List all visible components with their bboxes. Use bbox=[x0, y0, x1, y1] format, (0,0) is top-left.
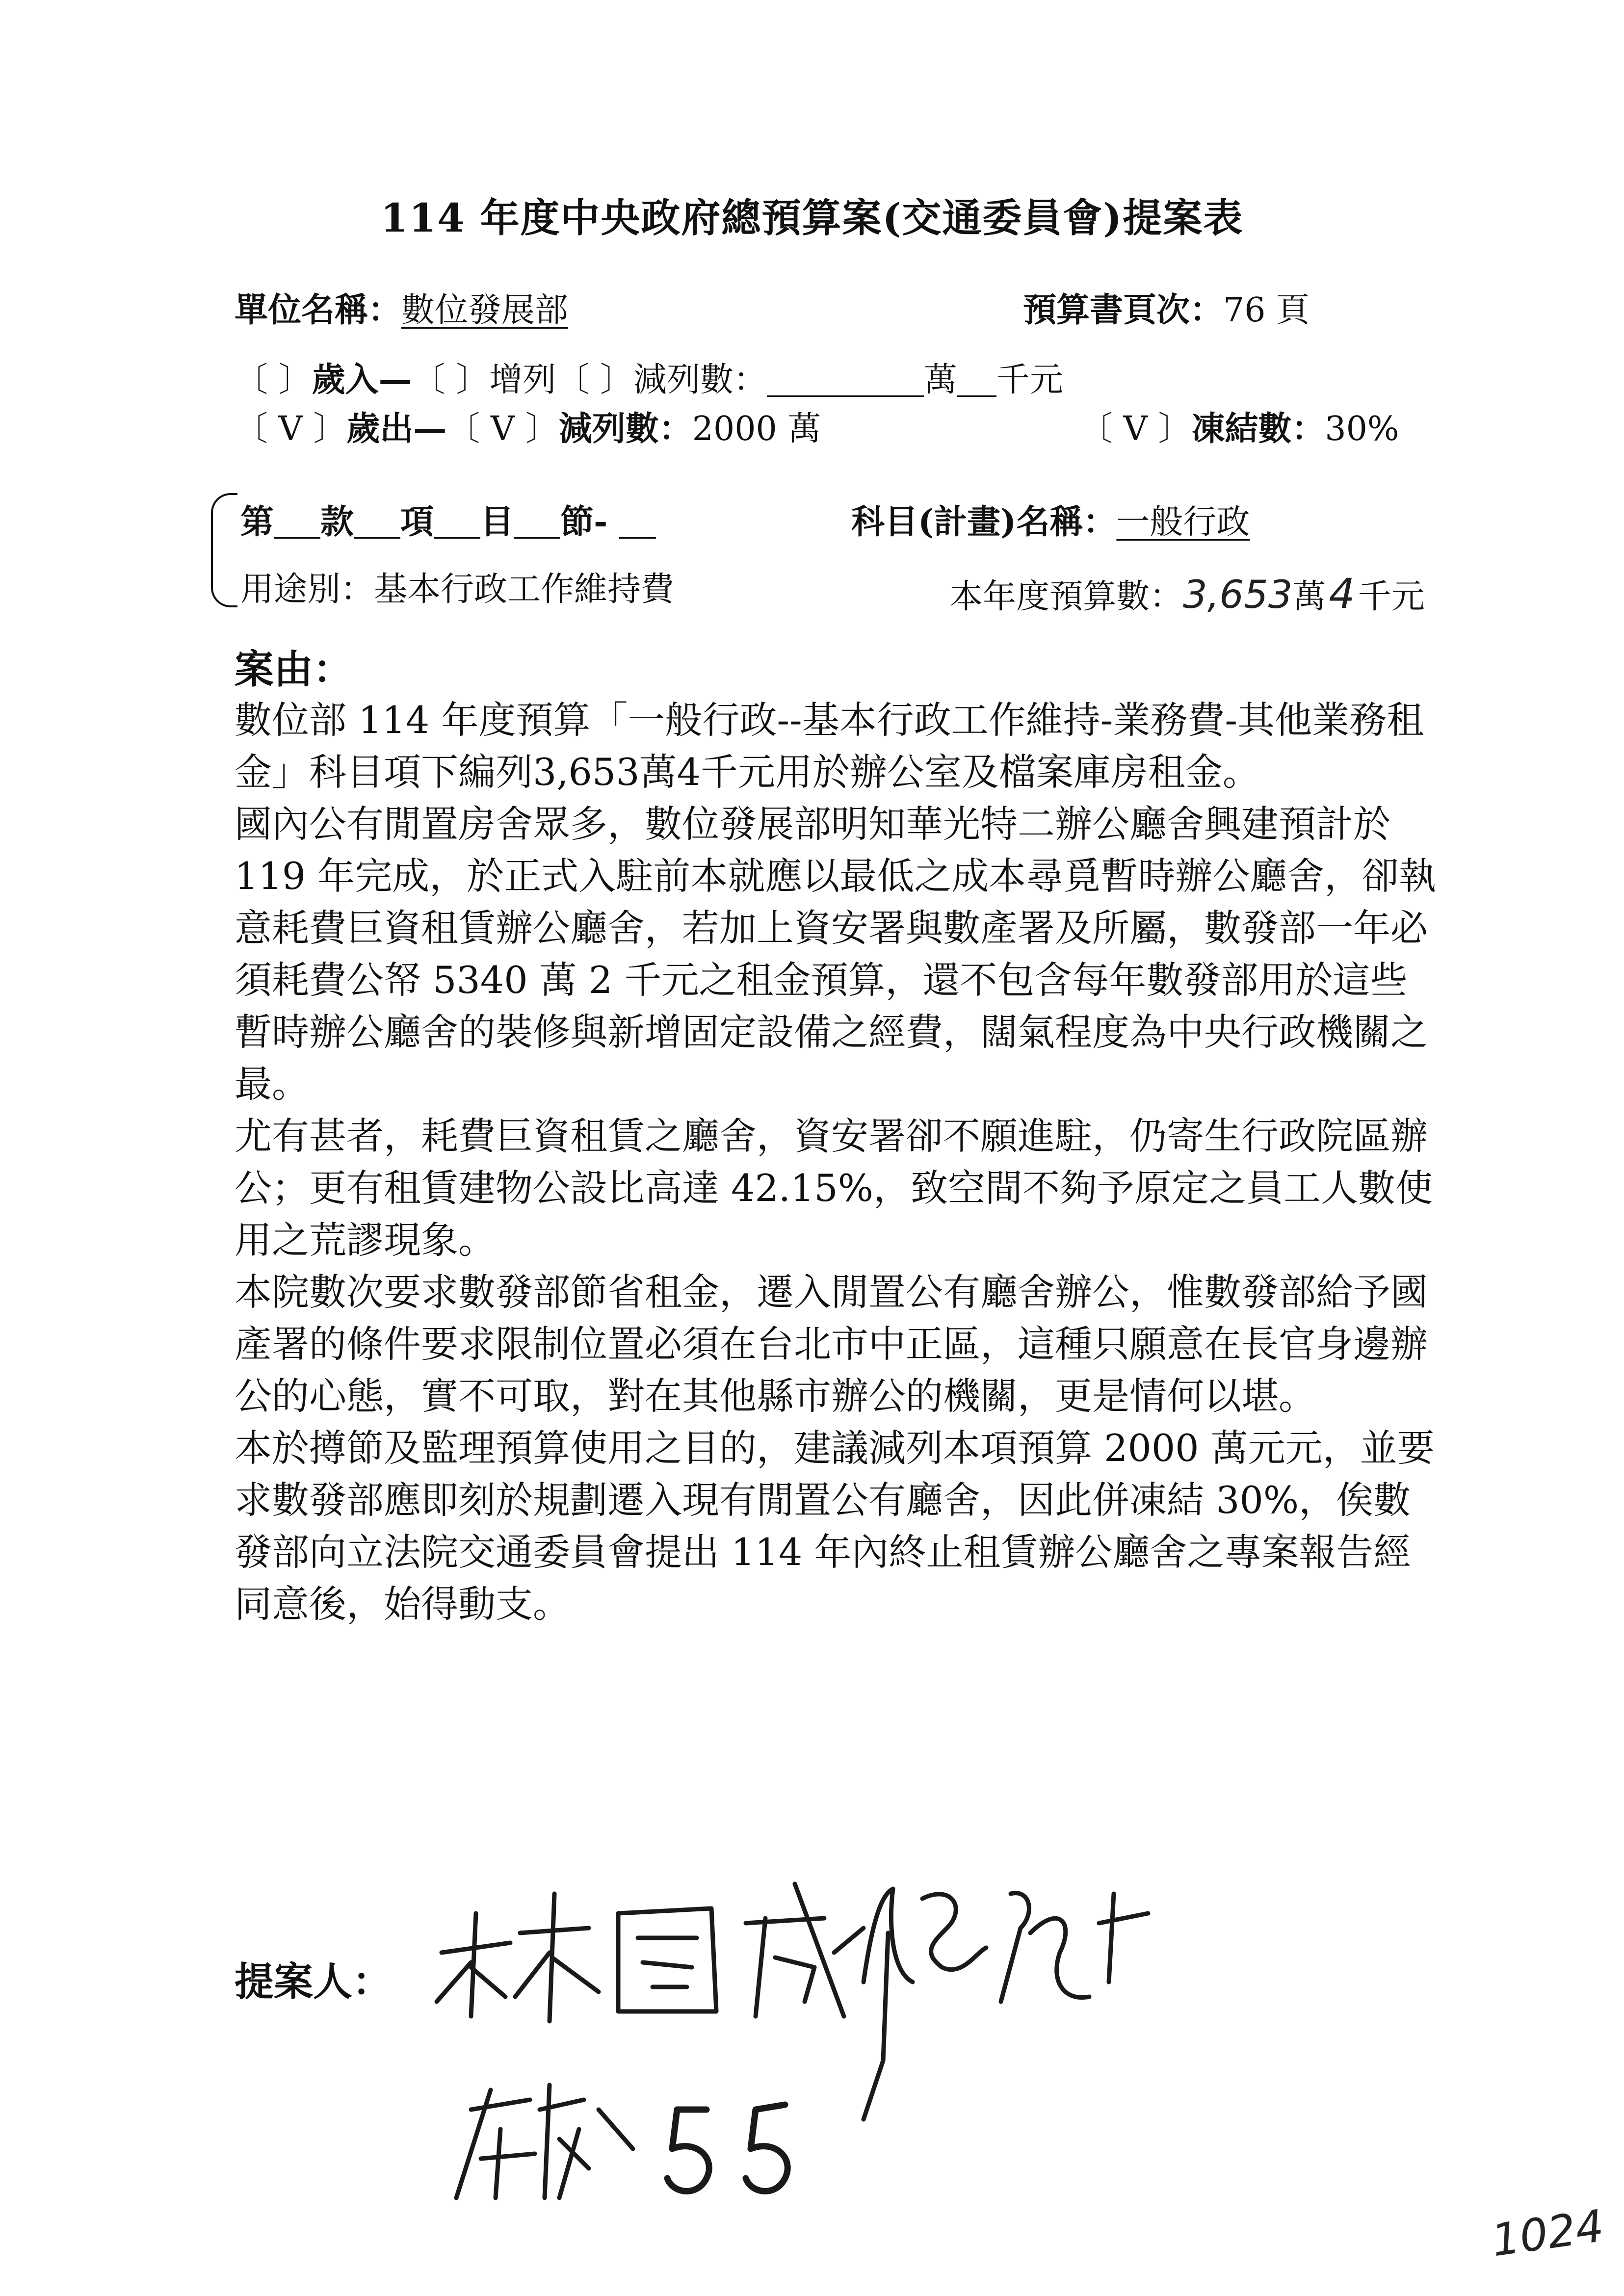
wan-text: 萬 bbox=[923, 361, 957, 399]
page-number: 1024 bbox=[1488, 2200, 1607, 2267]
sig-stroke-11 bbox=[746, 2105, 787, 2191]
paragraph-3: 尤有甚者，耗費巨資租賃之廳舍，資安署卻不願進駐，仍寄生行政院區辦公；更有租賃建物公設比高達 42.15%，致空間不夠予原定之員工人數使用之荒謬現象。 bbox=[235, 1114, 1433, 1262]
cut-check: 〔 V 〕 bbox=[446, 410, 559, 448]
sig-stroke-6 bbox=[922, 1894, 986, 1970]
revenue-label: 歲入— bbox=[312, 360, 412, 399]
budget-row bbox=[949, 570, 1425, 618]
proposer-label: 提案人： bbox=[235, 1958, 392, 2005]
decrease-text: 減列數： bbox=[633, 361, 767, 399]
decrease-bracket: 〔 〕 bbox=[556, 361, 633, 399]
paragraph-1: 數位部 114 年度預算「一般行政--基本行政工作維持-業務費-其他業務租金」科目項下編列3,653萬4千元用於辦公室及檔案庫房租金。 bbox=[235, 698, 1424, 794]
budget-wan-handwritten: 3,653 bbox=[1183, 573, 1293, 617]
blank-jie bbox=[619, 508, 656, 539]
di-text: 第 bbox=[240, 502, 274, 542]
sig-stroke-4 bbox=[746, 1884, 864, 2016]
cut-value: 2000 萬 bbox=[692, 410, 821, 448]
subject-value: 一般行政 bbox=[1116, 503, 1250, 542]
cut-label: 減列數： bbox=[558, 409, 692, 448]
unit-value: 數位發展部 bbox=[401, 291, 569, 330]
reason-body bbox=[235, 694, 1441, 1630]
sig-stroke-9 bbox=[456, 2085, 633, 2198]
page-ref-value: 76 頁 bbox=[1223, 291, 1310, 330]
increase-text: 增列 bbox=[489, 361, 556, 399]
paragraph-2: 國內公有閒置房舍眾多，數位發展部明知華光特二辦公廳舍興建預計於 119 年完成，於正式入駐前本就應以最低之成本尋覓暫時辦公廳舍，卻執意耗費巨資租賃辦公廳舍，若加上資安署與數產署及所屬，數發部一年必須耗費公帑 5340 萬 2 千元之租金預算，還不包含每年數發部用於這些暫時辦公廳舍的裝修與新增固定設備之經費，闊氣程度為中央行政機關之最。 bbox=[235, 802, 1437, 1106]
budget-label: 本年度預算數： bbox=[949, 577, 1183, 616]
section-row bbox=[240, 502, 656, 542]
freeze-row bbox=[1079, 409, 1399, 448]
sig-stroke-10 bbox=[667, 2110, 709, 2191]
paragraph-4: 本院數次要求數發部節省租金，遷入閒置公有廳舍辦公，惟數發部給予國產署的條件要求限制位置必須在台北市中正區，這種只願意在長官身邊辦公的心態，實不可取，對在其他縣市辦公的機關，更是情何以堪。 bbox=[235, 1270, 1428, 1418]
qianyuan-text: 千元 bbox=[996, 361, 1063, 399]
revenue-row bbox=[235, 360, 1063, 399]
page-ref-row bbox=[1023, 290, 1310, 330]
budget-qian-handwritten: 4 bbox=[1329, 570, 1355, 618]
mu-text: 目 bbox=[480, 502, 514, 542]
freeze-value: 30% bbox=[1325, 410, 1399, 448]
blank-kuan bbox=[354, 508, 400, 539]
sig-stroke-2 bbox=[515, 1894, 599, 2021]
sig-stroke-1 bbox=[437, 1913, 510, 2016]
blank-xiang bbox=[434, 508, 480, 539]
blank-mu bbox=[514, 508, 560, 539]
subject-label: 科目(計畫)名稱： bbox=[851, 502, 1117, 542]
reason-heading: 案由： bbox=[235, 646, 352, 692]
freeze-label: 凍結數： bbox=[1191, 409, 1325, 448]
sig-stroke-3 bbox=[618, 1908, 716, 2011]
xiang-text: 項 bbox=[400, 502, 434, 542]
expenditure-label: 歲出— bbox=[346, 409, 447, 448]
signatures-image bbox=[422, 1854, 1207, 2222]
budget-wan-text: 萬 bbox=[1292, 577, 1326, 616]
increase-bracket: 〔 〕 bbox=[412, 361, 490, 399]
freeze-check: 〔 V 〕 bbox=[1079, 410, 1192, 448]
sig-stroke-8 bbox=[1001, 1893, 1148, 2002]
revenue-bracket: 〔 〕 bbox=[235, 361, 312, 399]
unit-label: 單位名稱： bbox=[235, 290, 402, 330]
usage-label: 用途別：基本行政工作維持費 bbox=[240, 570, 675, 609]
budget-qianyuan-text: 千元 bbox=[1358, 577, 1425, 616]
left-bracket bbox=[211, 493, 237, 607]
blank-qian bbox=[957, 366, 996, 397]
paragraph-5: 本於撙節及監理預算使用之目的，建議減列本項預算 2000 萬元元，並要求數發部應即刻於規劃遷入現有閒置公有廳舍，因此併凍結 30%，俟數發部向立法院交通委員會提出 114 年內終止租賃辦公廳舍之專案報告經同意後，始得動支。 bbox=[235, 1426, 1435, 1626]
subject-row bbox=[851, 502, 1250, 542]
expenditure-row bbox=[235, 409, 821, 448]
expenditure-check: 〔 V 〕 bbox=[235, 410, 347, 448]
document-title: 114 年度中央政府總預算案(交通委員會)提案表 bbox=[380, 195, 1244, 241]
unit-row bbox=[235, 290, 569, 330]
blank-di bbox=[274, 508, 320, 539]
page-ref-label: 預算書頁次： bbox=[1023, 290, 1224, 330]
jie-text: 節- bbox=[560, 502, 619, 542]
kuan-text: 款 bbox=[320, 502, 354, 542]
blank-wan bbox=[767, 366, 924, 397]
